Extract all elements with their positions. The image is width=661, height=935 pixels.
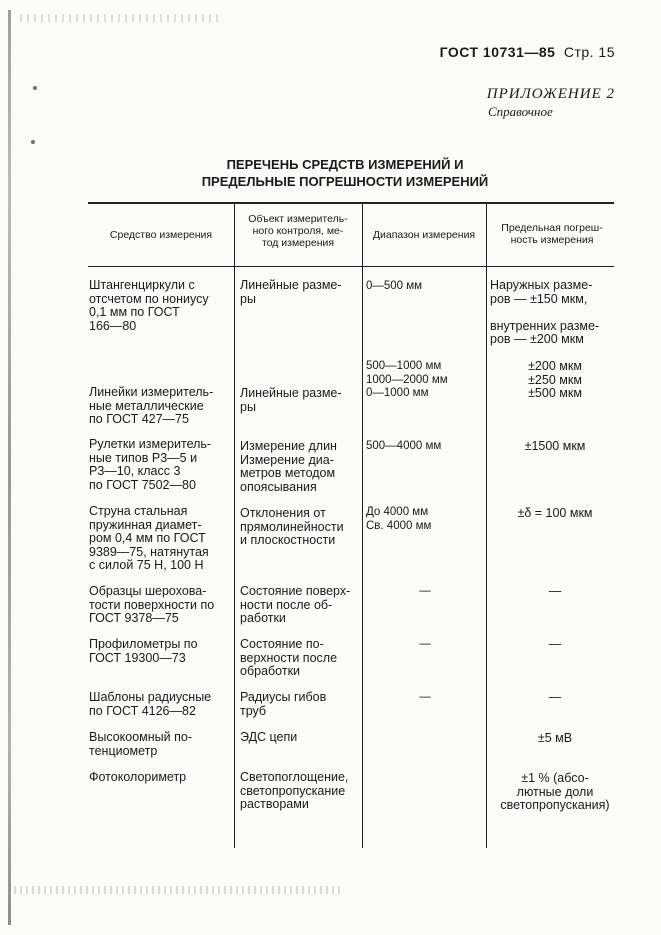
error-cell: — — [548, 637, 562, 651]
instrument-cell: Фотоколориметр — [89, 770, 187, 784]
range-cell: До 4000 мм Св. 4000 мм — [366, 506, 432, 532]
range-cell: 500—1000 мм 1000—2000 мм — [366, 360, 448, 386]
instrument-cell: Профилометры по ГОСТ 19300—73 — [89, 637, 198, 665]
range-cell: — — [419, 585, 431, 597]
object-cell: Светопоглощение, светопропускание растворами — [240, 770, 349, 811]
instrument-cell: Высокоомный по- тенциометр — [89, 730, 192, 758]
table-title — [160, 156, 530, 190]
instrument-cell: Образцы шерохова- тости поверхности по ГОСТ 9378—75 — [89, 584, 215, 625]
range-cell: 0—500 мм — [366, 280, 423, 292]
appendix-title: ПРИЛОЖЕНИЕ 2 — [486, 86, 615, 102]
instrument-cell: Шаблоны радиусные по ГОСТ 4126—82 — [89, 690, 212, 718]
table-title-line: ПРЕДЕЛЬНЫЕ ПОГРЕШНОСТИ ИЗМЕРЕНИЙ — [201, 174, 489, 189]
scan-edge-artifact — [8, 10, 11, 925]
appendix-subtitle: Справочное — [488, 104, 553, 119]
object-cell: Состояние по- верхности после обработки — [240, 637, 338, 678]
object-cell: Измерение длин Измерение диа- метров методом опоясывания — [240, 439, 337, 494]
instrument-cell: Струна стальная пружинная диамет- ром 0,4 мм по ГОСТ 9389—75, натянутая с силой 75 Н, 100 Н — [89, 504, 209, 572]
object-cell: ЭДС цепи — [240, 730, 298, 744]
table-top-rule — [88, 202, 614, 204]
column-divider — [362, 203, 363, 848]
object-cell: Линейные размe- ры — [240, 278, 342, 306]
column-header-object: Объект измеритель- ного контроля, ме- тод измерения — [248, 213, 348, 249]
page-header — [440, 44, 615, 60]
range-cell: — — [419, 691, 431, 703]
scan-speck — [31, 140, 35, 144]
column-header-instrument: Средство измерения — [109, 229, 213, 241]
scan-noise-bottom — [14, 886, 344, 894]
error-cell: — — [548, 690, 562, 704]
instrument-cell: Штангенциркули с отсчетом по нониусу 0,1 мм по ГОСТ 166—80 — [89, 278, 209, 333]
error-cell: ±1 % (абсо- лютные доли светопропускания) — [500, 771, 610, 812]
column-divider — [234, 203, 235, 848]
object-cell: Линейные размe- ры — [240, 386, 342, 414]
column-header-range: Диапазон измерения — [372, 229, 476, 241]
error-cell: ±1500 мкм — [524, 439, 586, 453]
object-cell: Состояние поверх- ности после об- работки — [240, 584, 351, 625]
table-header-rule — [88, 266, 614, 267]
instrument-cell: Линейки измеритель- ные металлические по ГОСТ 427—75 — [89, 385, 214, 426]
page-number: Стр. 15 — [563, 44, 615, 60]
range-cell: 500—4000 мм — [366, 440, 442, 452]
scan-speck — [33, 86, 37, 90]
column-header-error: Предельная погреш- ность измерения — [501, 222, 603, 246]
error-cell: ±5 мВ — [537, 731, 573, 745]
column-divider — [486, 203, 487, 848]
error-cell: Наружных разме- ров — ±150 мкм, внутренних разме- ров — ±200 мкм — [490, 278, 600, 346]
object-cell: Отклонения от прямолинейности и плоскостности — [240, 506, 344, 547]
scan-noise-top — [20, 14, 220, 22]
range-cell: 0—1000 мм — [366, 387, 429, 399]
error-cell: — — [548, 584, 562, 598]
document-code: ГОСТ 10731—85 — [439, 44, 556, 60]
object-cell: Радиусы гибов труб — [240, 690, 327, 718]
error-cell: ±200 мкм ±250 мкм — [528, 359, 582, 387]
error-cell: ±δ = 100 мкм — [517, 506, 593, 520]
error-cell: ±500 мкм — [528, 386, 582, 400]
range-cell: — — [419, 638, 431, 650]
table-title-line: ПЕРЕЧЕНЬ СРЕДСТВ ИЗМЕРЕНИЙ И — [226, 157, 464, 172]
instrument-cell: Рулетки измеритель- ные типов Р3—5 и Р3—10, класс 3 по ГОСТ 7502—80 — [89, 437, 212, 492]
